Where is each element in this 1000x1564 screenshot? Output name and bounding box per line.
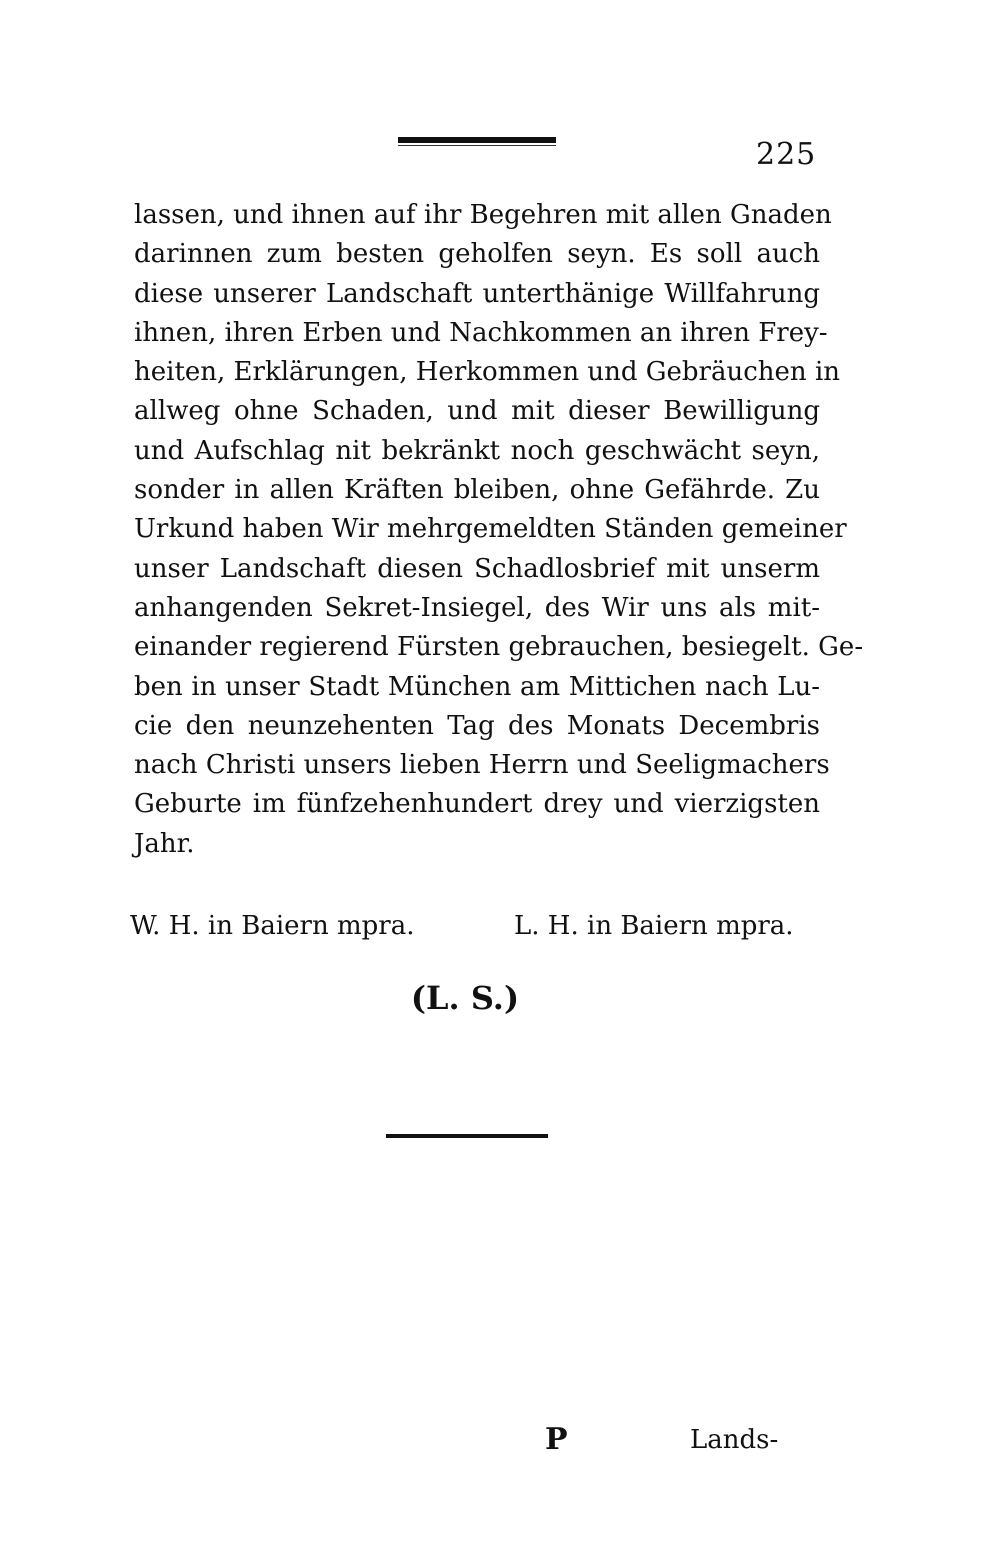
header-rule-thick	[398, 137, 556, 143]
header-rule	[398, 137, 556, 146]
text-line: heiten, Erklärungen, Herkommen und Gebräuchen in	[134, 357, 840, 388]
text-line: nach Christi unsers lieben Herrn und Seeligmachers	[134, 750, 830, 781]
text-line: ben in unser Stadt München am Mittichen nach Lu-	[134, 671, 820, 702]
page-number: 225	[756, 137, 817, 172]
text-line: allweg ohne Schaden, und mit dieser Bewilligung	[134, 396, 820, 427]
signatures	[130, 906, 820, 946]
text-line: Urkund haben Wir mehrgemeldten Ständen gemeiner	[134, 514, 847, 545]
text-line: ihnen, ihren Erben und Nachkommen an ihren Frey-	[134, 317, 828, 348]
seal-mark: (L. S.)	[410, 979, 520, 1017]
text-line: sonder in allen Kräften bleiben, ohne Gefährde. Zu	[134, 475, 820, 506]
text-line: und Aufschlag nit bekränkt noch geschwächt seyn,	[134, 435, 820, 466]
text-line: unser Landschaft diesen Schadlosbrief mit unserm	[134, 553, 820, 584]
catchword: Lands-	[690, 1425, 779, 1455]
text-line: Geburte im fünfzehenhundert drey und vierzigsten	[134, 789, 820, 820]
signature-right: L. H. in Baiern mpra.	[514, 911, 794, 941]
text-line: lassen, und ihnen auf ihr Begehren mit allen Gnaden	[134, 200, 832, 230]
text-line: cie den neunzehenten Tag des Monats Decembris	[134, 710, 820, 741]
footer-rule	[386, 1134, 548, 1138]
body-text	[134, 196, 864, 864]
text-line: diese unserer Landschaft unterthänige Willfahrung	[134, 278, 820, 309]
text-line: einander regierend Fürsten gebrauchen, besiegelt. Ge-	[134, 632, 864, 663]
signature-left: W. H. in Baiern mpra.	[130, 911, 415, 941]
text-line: Jahr.	[134, 828, 195, 859]
printer-signature-mark: P	[545, 1422, 568, 1457]
text-line: darinnen zum besten geholfen seyn. Es soll auch	[134, 239, 820, 270]
header-rule-thin	[398, 145, 556, 146]
text-line: anhangenden Sekret-Insiegel, des Wir uns als mit-	[134, 592, 820, 623]
